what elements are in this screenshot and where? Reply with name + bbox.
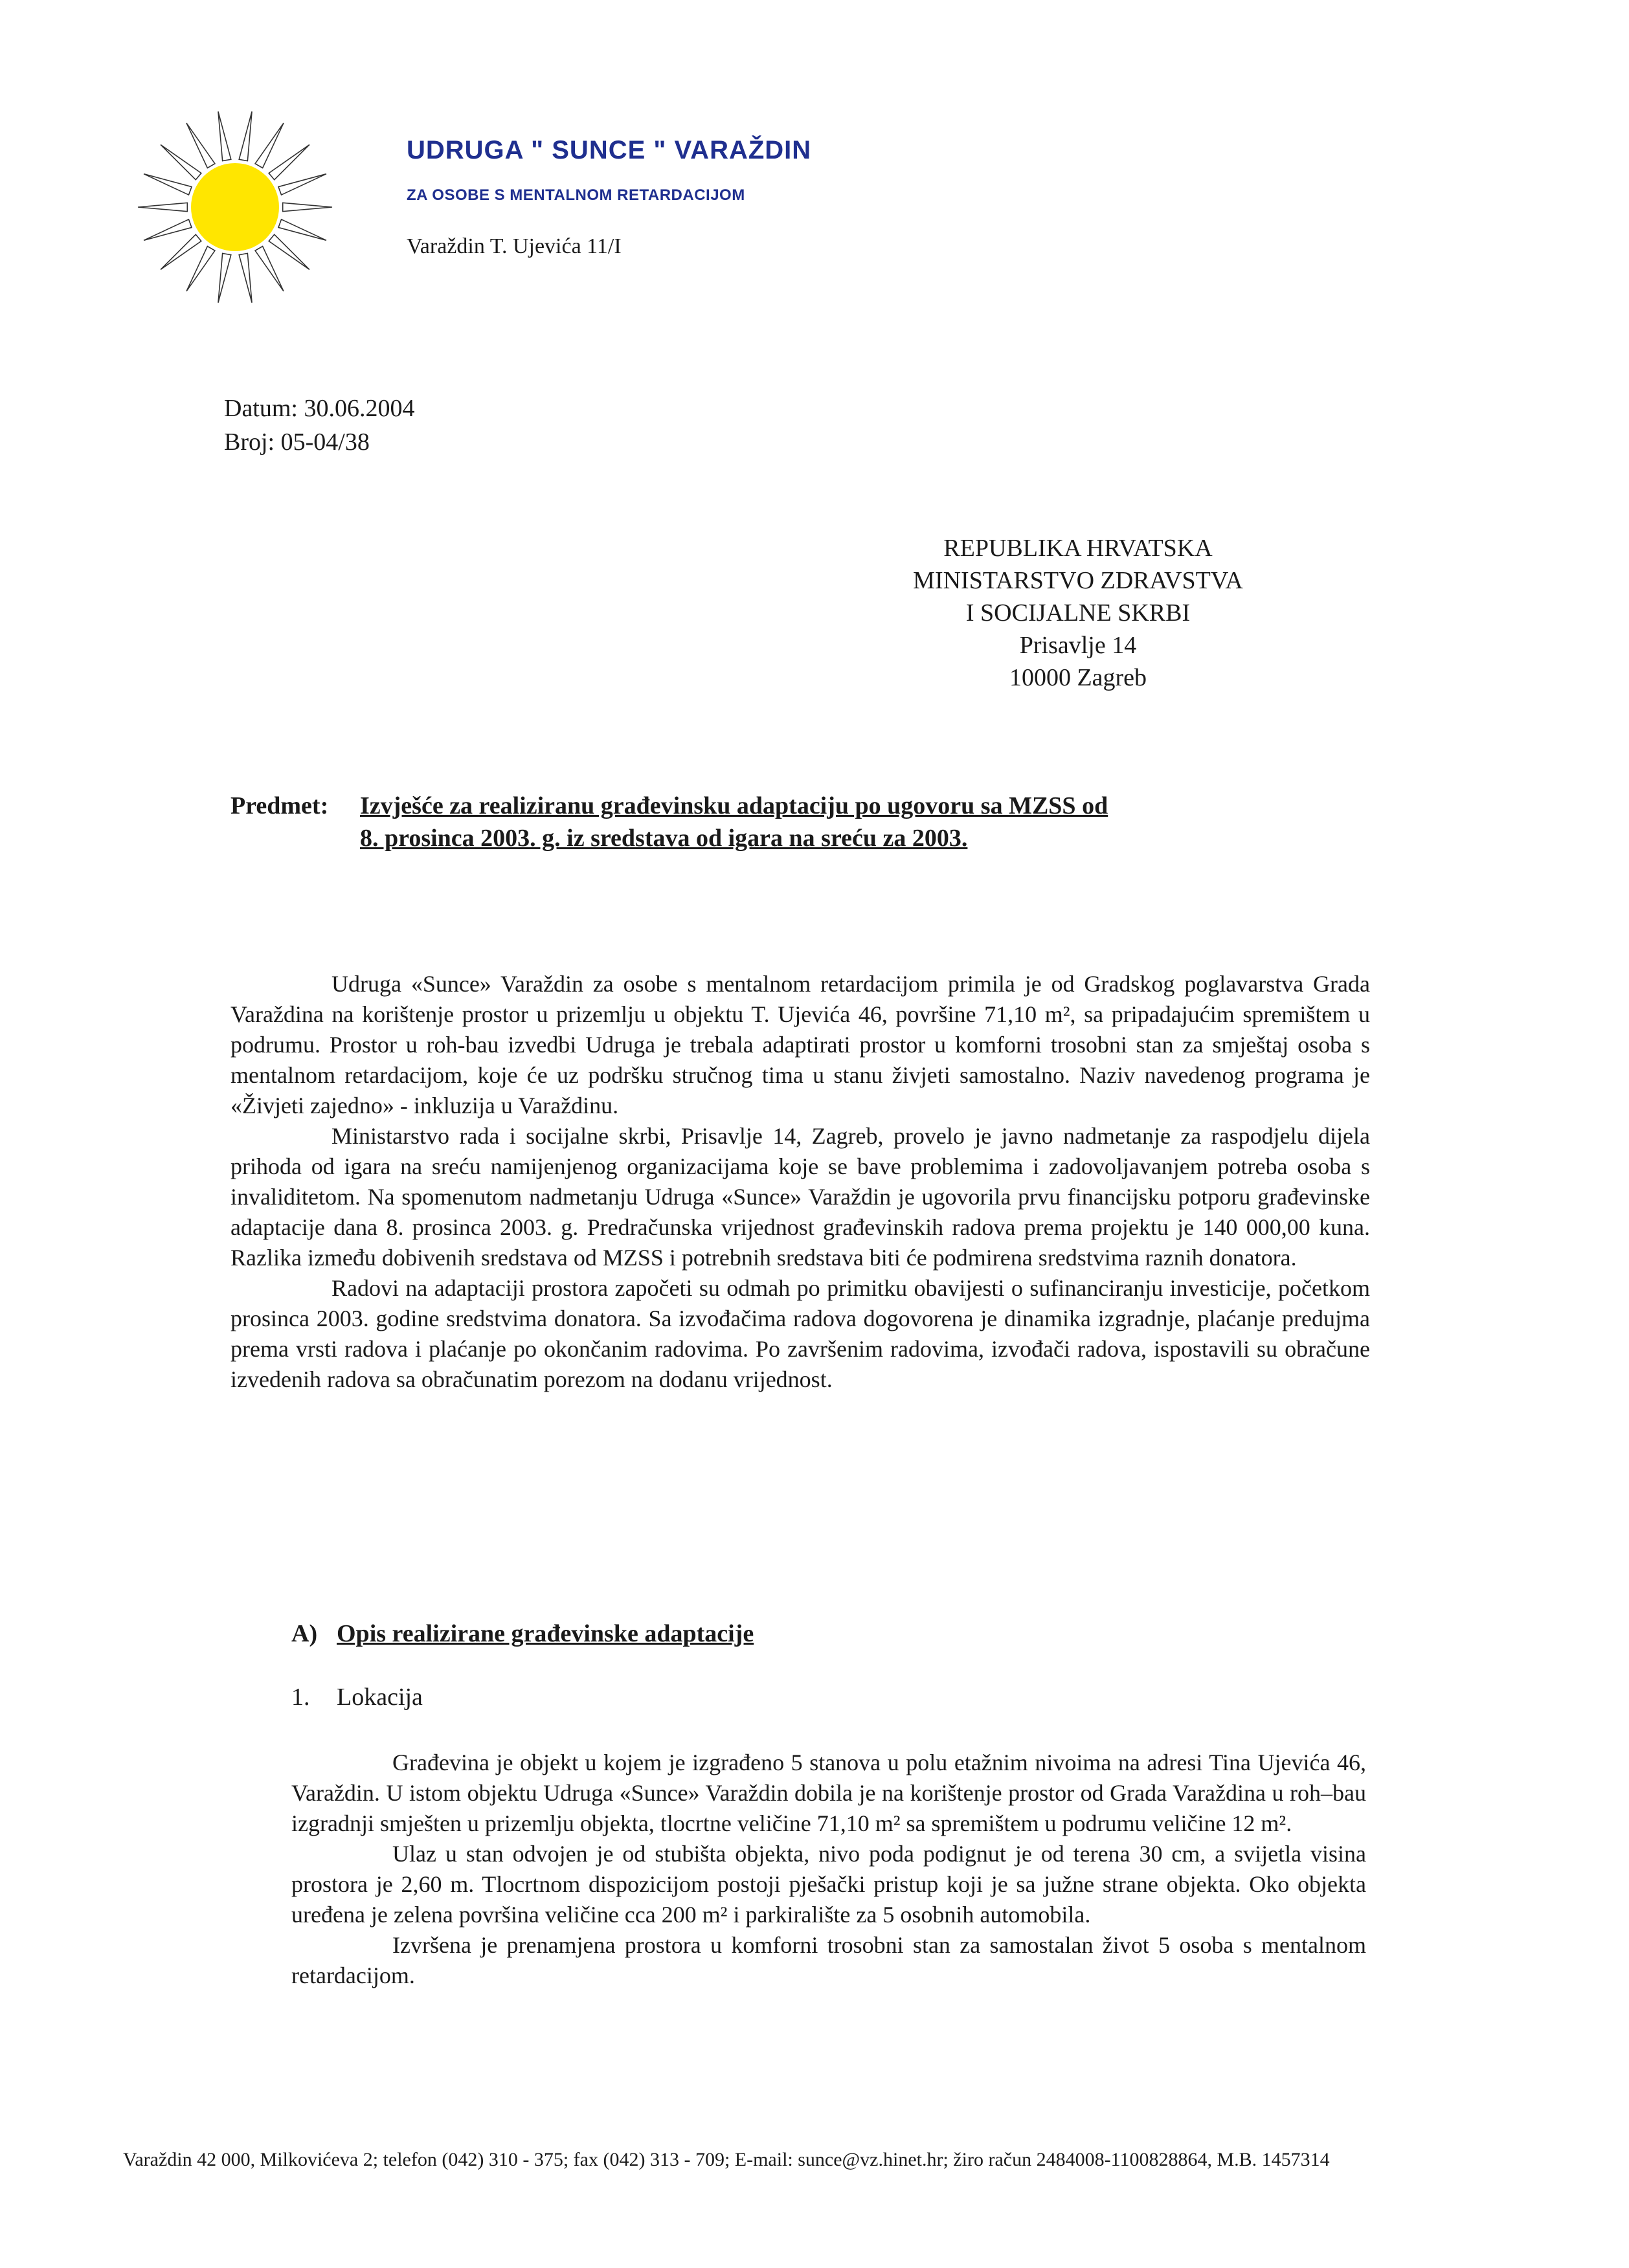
recipient-line: 10000 Zagreb	[1009, 664, 1147, 691]
org-subtitle: ZA OSOBE S MENTALNOM RETARDACIJOM	[407, 186, 745, 204]
sun-ray	[255, 247, 284, 291]
location-text	[291, 1748, 1366, 1991]
letterhead-footer: Varaždin 42 000, Milkovićeva 2; telefon (042) 310 - 375; fax (042) 313 - 709; E-mail: sunce@vz.hinet.hr; žiro račun 2484008-1100828864, M.B. 1457314	[123, 2149, 1330, 2170]
sun-ray	[269, 145, 309, 180]
sun-ray	[269, 234, 309, 269]
sun-ray	[144, 219, 192, 240]
document-meta	[224, 392, 414, 459]
sun-ray	[283, 203, 332, 211]
sun-ray	[278, 219, 326, 240]
recipient-line: Prisavlje 14	[1019, 632, 1137, 659]
sun-ray	[218, 253, 231, 302]
sun-disc	[191, 163, 279, 251]
paragraph: Ulaz u stan odvojen je od stubišta objekta, nivo poda podignut je od terena 30 cm, a svijetla visina prostora je 2,60 m. Tlocrtnom dispozicijom postoji pješački pristup koji je sa južne strane objekta. Oko objekta uređena je zelena površina veličine cca 200 m² i parkiralište za 5 osobnih automobila.	[291, 1841, 1366, 1928]
recipient-line: REPUBLIKA HRVATSKA	[943, 535, 1213, 562]
sun-ray	[138, 203, 187, 211]
recipient-line: MINISTARSTVO ZDRAVSTVA	[913, 567, 1243, 594]
intro-text	[230, 969, 1370, 1395]
sun-ray	[255, 123, 284, 168]
section-title: Opis realizirane građevinske adaptacije	[337, 1620, 754, 1647]
item-number: 1.	[291, 1684, 310, 1711]
sun-ray	[161, 234, 201, 269]
subject-line-1: Izvješće za realiziranu građevinsku adaptaciju po ugovoru sa MZSS od	[360, 792, 1108, 819]
document-date: Datum: 30.06.2004	[224, 395, 415, 422]
recipient-address	[868, 532, 1288, 694]
sun-ray	[239, 111, 252, 161]
document-number: Broj: 05-04/38	[224, 428, 370, 456]
sun-ray	[186, 247, 215, 291]
item-1-heading	[291, 1683, 423, 1711]
org-address: Varaždin T. Ujevića 11/I	[407, 234, 622, 258]
paragraph: Udruga «Sunce» Varaždin za osobe s mentalnom retardacijom primila je od Gradskog poglavarstva Grada Varaždina na korištenje prostor u prizemlju u objektu T. Ujevića 46, površine 71,10 m², sa pripadajućim spremištem u podrumu. Prostor u roh-bau izvedbi Udruga je trebala adaptirati prostor u komforni trosobni stan za smještaj osoba s mentalnom retardacijom, koje će uz podršku stručnog tima u stanu živjeti samostalno. Naziv navedenog programa je «Živjeti zajedno» - inkluzija u Varaždinu.	[230, 971, 1370, 1118]
org-name: UDRUGA " SUNCE " VARAŽDIN	[407, 136, 812, 164]
subject-line-2: 8. prosinca 2003. g. iz sredstava od igara na sreću za 2003.	[360, 825, 968, 852]
sun-ray	[278, 174, 326, 195]
section-a-heading	[291, 1619, 754, 1648]
sun-ray	[144, 174, 192, 195]
paragraph: Ministarstvo rada i socijalne skrbi, Prisavlje 14, Zagreb, provelo je javno nadmetanje za raspodjelu dijela prihoda od igara na sreću namijenjenog organizacijama koje se bave problemima i zadovoljavanjem potreba osoba s invaliditetom. Na spomenutom nadmetanju Udruga «Sunce» Varaždin je ugovorila prvu financijsku potporu građevinske adaptacije dana 8. prosinca 2003. g. Predračunska vrijednost građevinskih radova prema projektu je 140 000,00 kuna. Razlika između dobivenih sredstava od MZSS i potrebnih sredstava biti će podmirena sredstvima raznih donatora.	[230, 1123, 1370, 1271]
sun-ray	[186, 123, 215, 168]
paragraph: Izvršena je prenamjena prostora u komforni trosobni stan za samostalan život 5 osoba s mentalnom retardacijom.	[291, 1932, 1366, 1988]
recipient-line: I SOCIJALNE SKRBI	[965, 599, 1191, 627]
subject-label: Predmet:	[230, 792, 329, 819]
section-letter: A)	[291, 1620, 318, 1647]
sun-ray	[218, 111, 231, 161]
sun-ray	[161, 145, 201, 180]
paragraph: Radovi na adaptaciji prostora započeti su odmah po primitku obavijesti o sufinanciranju investicije, početkom prosinca 2003. godine sredstvima donatora. Sa izvođačima radova dogovorena je dinamika izgradnje, plaćanje predujma prema vrsti radova i plaćanje po okončanim radovima. Po završenim radovima, izvođači radova, ispostavili su obračune izvedenih radova sa obračunatim porezom na dodanu vrijednost.	[230, 1275, 1370, 1392]
subject	[230, 790, 1409, 854]
paragraph: Građevina je objekt u kojem je izgrađeno 5 stanova u polu etažnim nivoima na adresi Tina Ujevića 46, Varaždin. U istom objektu Udruga «Sunce» Varaždin dobila je na korištenje prostor od Grada Varaždina u roh–bau izgradnji smješten u prizemlju objekta, tlocrtne veličine 71,10 m² sa spremištem u podrumu veličine 12 m².	[291, 1750, 1366, 1836]
sun-ray	[239, 253, 252, 302]
item-title: Lokacija	[337, 1684, 423, 1711]
sun-logo-icon	[128, 104, 342, 311]
